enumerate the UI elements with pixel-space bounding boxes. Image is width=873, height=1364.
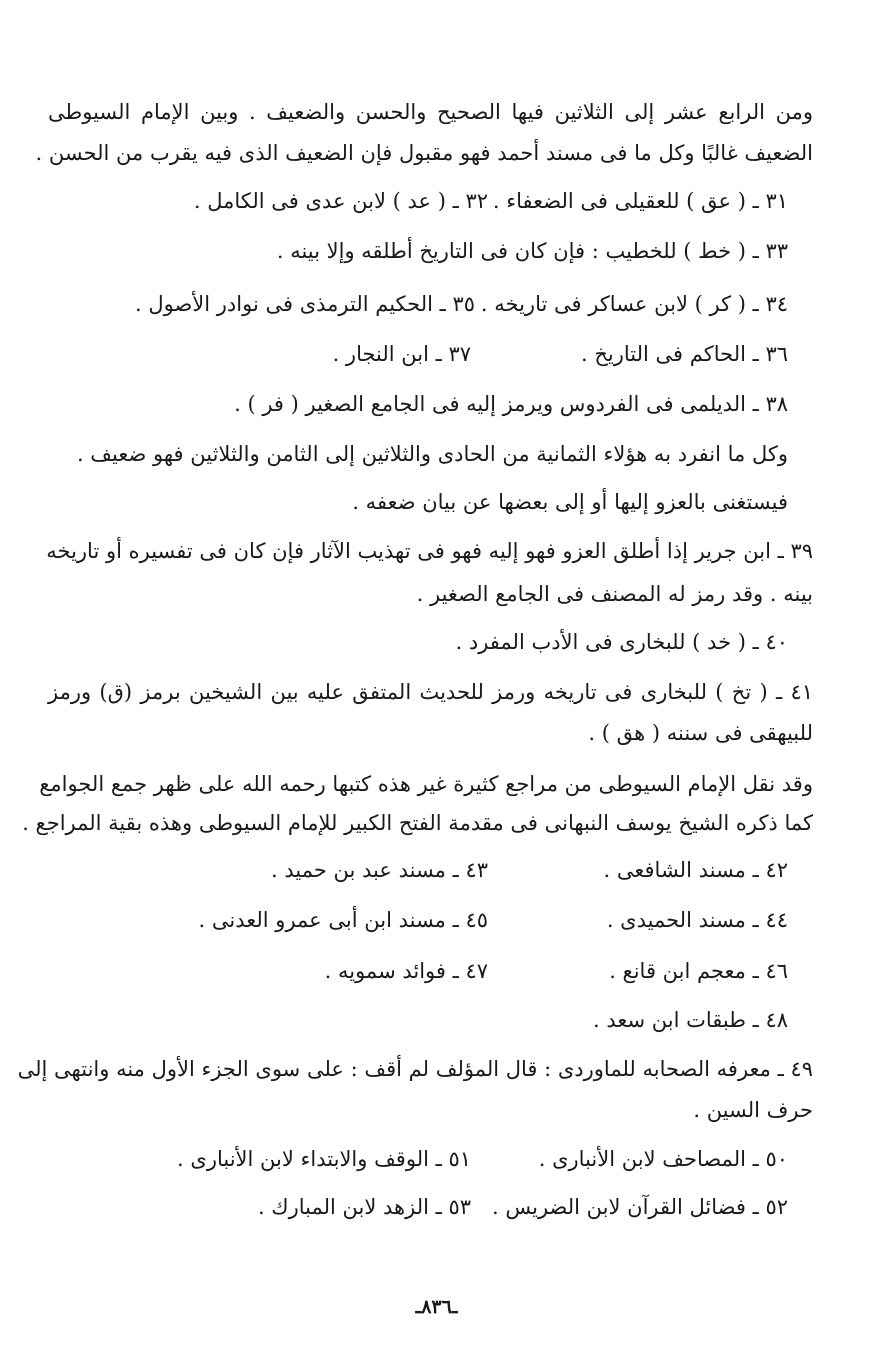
list-item-52: ٥٢ ـ فضائل القرآن لابن الضريس . [492,1195,788,1219]
list-item-35: ٣٥ ـ الحكيم الترمذى فى نوادر الأصول . [135,292,475,316]
list-item-48: ٤٨ ـ طبقات ابن سعد . [592,1008,788,1032]
paragraph-line: كما ذكره الشيخ يوسف النبهانى فى مقدمة الفتح الكبير للإمام السيوطى وهذه بقية المراجع . [22,811,813,835]
list-item-40: ٤٠ ـ ( خد ) للبخارى فى الأدب المفرد . [455,630,788,654]
list-item-32: ٣٢ ـ ( عد ) لابن عدى فى الكامل . [193,189,488,213]
list-item-45: ٤٥ ـ مسند ابن أبى عمرو العدنى . [198,908,488,932]
list-item-49: ٤٩ ـ معرفه الصحابه للماوردى : قال المؤلف لم أقف : على سوى الجزء الأول منه وانتهى إلى [17,1057,813,1081]
page-number: ـ٨٣٦ـ [415,1296,458,1318]
list-item-50: ٥٠ ـ المصاحف لابن الأنبارى . [538,1147,788,1171]
list-item-41-cont: للبيهقى فى سننه ( هق ) . [588,721,813,745]
list-item-47: ٤٧ ـ فوائد سمويه . [324,959,488,983]
list-item-38: ٣٨ ـ الديلمى فى الفردوس ويرمز إليه فى الجامع الصغير ( فر ) . [234,392,788,416]
list-item-37: ٣٧ ـ ابن النجار . [332,342,471,366]
list-item-41: ٤١ ـ ( تخ ) للبخارى فى تاريخه ورمز للحديث المتفق عليه بين الشيخين برمز (ق) ورمز [48,680,813,704]
paragraph-line: ومن الرابع عشر إلى الثلاثين فيها الصحيح والحسن والضعيف . وبين الإمام السيوطى [48,100,813,124]
paragraph-line: فيستغنى بالعزو إليها أو إلى بعضها عن بيان ضعفه . [352,490,788,514]
list-item-42: ٤٢ ـ مسند الشافعى . [603,858,788,882]
list-item-31: ٣١ ـ ( عق ) للعقيلى فى الضعفاء . [492,189,788,213]
list-item-49-cont: حرف السين . [693,1098,813,1122]
paragraph-line: وكل ما انفرد به هؤلاء الثمانية من الحادى والثلاثين إلى الثامن والثلاثين فهو ضعيف . [76,442,788,466]
paragraph-line: وقد نقل الإمام السيوطى من مراجع كثيرة غير هذه كتبها رحمه الله على ظهر جمع الجوامع [39,772,813,796]
list-item-39-cont: بينه . وقد رمز له المصنف فى الجامع الصغير . [416,582,813,606]
list-item-44: ٤٤ ـ مسند الحميدى . [606,908,788,932]
list-item-34: ٣٤ ـ ( كر ) لابن عساكر فى تاريخه . [480,292,788,316]
list-item-36: ٣٦ ـ الحاكم فى التاريخ . [581,342,788,366]
list-item-39: ٣٩ ـ ابن جرير إذا أطلق العزو فهو إليه فهو فى تهذيب الآثار فإن كان فى تفسيره أو تاريخه [46,539,813,563]
list-item-33: ٣٣ ـ ( خط ) للخطيب : فإن كان فى التاريخ أطلقه وإلا بينه . [276,239,788,263]
list-item-46: ٤٦ ـ معجم ابن قانع . [609,959,788,983]
list-item-53: ٥٣ ـ الزهد لابن المبارك . [257,1195,471,1219]
list-item-51: ٥١ ـ الوقف والابتداء لابن الأنبارى . [177,1147,471,1171]
paragraph-line: الضعيف غالبًا وكل ما فى مسند أحمد فهو مقبول فإن الضعيف الذى فيه يقرب من الحسن . [35,141,813,165]
list-item-43: ٤٣ ـ مسند عبد بن حميد . [271,858,488,882]
